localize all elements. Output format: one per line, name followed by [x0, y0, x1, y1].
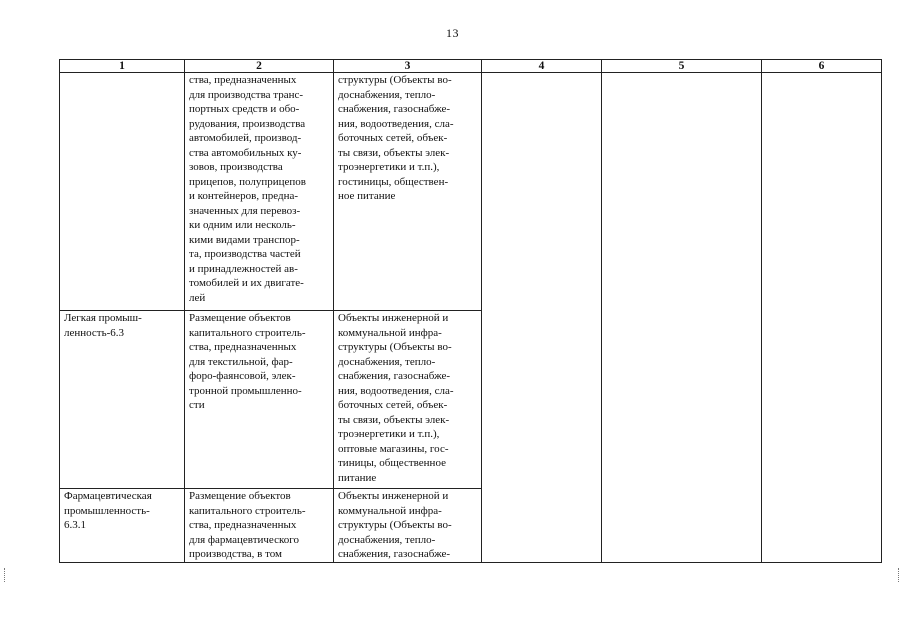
column-5-cell [602, 73, 762, 563]
land-use-description-cell: Размещение объектов капитального строитель- ства, предназначенных для фармацевтического производства, в том [185, 489, 334, 563]
page-number: 13 [446, 26, 459, 40]
permitted-objects-cell: Объекты инженерной и коммунальной инфра- структуры (Объекты во- доснабжения, тепло- снабжения, газоснабже- ния, водоотведения, сла- боточных сетей, объек- ты связи, объекты элек- троэнергетики и т.п.), оптовые магазины, гос- тиницы, общественное питание [334, 311, 482, 489]
scan-edge-mark-left [4, 568, 6, 582]
header-row [60, 60, 882, 73]
header-col-3: 3 [334, 60, 482, 73]
permitted-objects-cell: структуры (Объекты во- доснабжения, тепло- снабжения, газоснабже- ния, водоотведения, сла- боточных сетей, объек- ты связи, объекты элек- троэнергетики и т.п.), гостиницы, обществен- ное питание [334, 73, 482, 311]
table-row [60, 73, 882, 311]
header-col-4: 4 [482, 60, 602, 73]
zoning-table [59, 59, 882, 563]
land-use-name-cell: Фармацевтическая промышленность- 6.3.1 [60, 489, 185, 563]
scan-edge-mark-right [898, 568, 900, 582]
land-use-name-cell: Легкая промыш- ленность-6.3 [60, 311, 185, 489]
header-col-6: 6 [762, 60, 882, 73]
column-6-cell [762, 73, 882, 563]
land-use-name-cell [60, 73, 185, 311]
permitted-objects-cell: Объекты инженерной и коммунальной инфра- структуры (Объекты во- доснабжения, тепло- снабжения, газоснабже- [334, 489, 482, 563]
land-use-description-cell: Размещение объектов капитального строитель- ства, предназначенных для текстильной, фар- форо-фаянсовой, элек- тронной промышленно- сти [185, 311, 334, 489]
header-col-1: 1 [60, 60, 185, 73]
land-use-description-cell: ства, предназначенных для производства транс- портных средств и обо- рудования, производства автомобилей, производ- ства автомобильных ку- зовов, производства прицепов, полуприцепов и контейнеров, предна- значенных для перевоз- ки одним или несколь- кими видами транспор- та, производства частей и принадлежностей ав- томобилей и их двигате- лей [185, 73, 334, 311]
header-col-2: 2 [185, 60, 334, 73]
header-col-5: 5 [602, 60, 762, 73]
column-4-cell [482, 73, 602, 563]
